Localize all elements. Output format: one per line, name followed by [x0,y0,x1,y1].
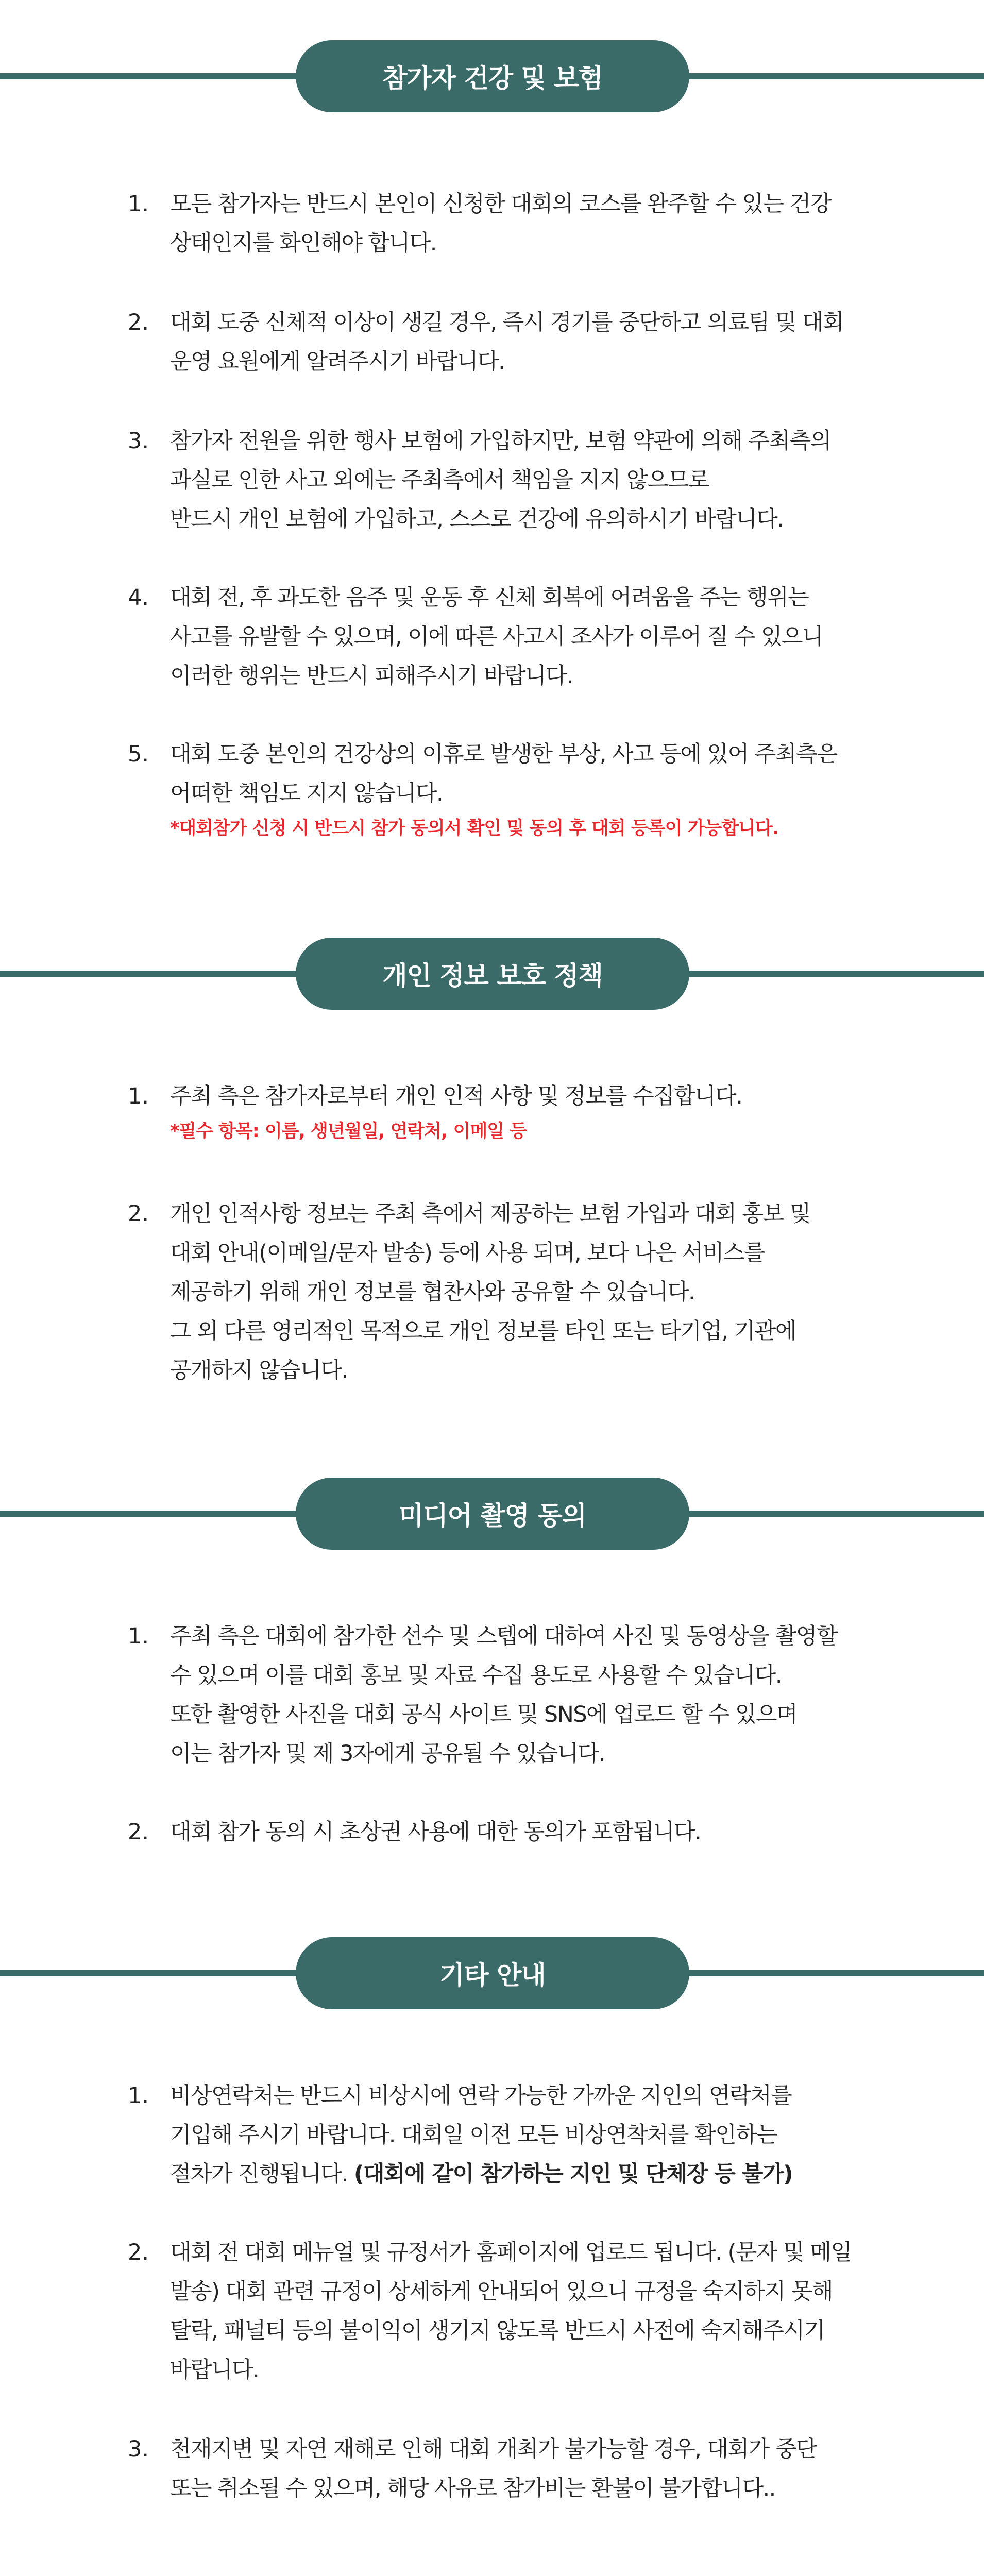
item-text [170,2076,902,2194]
item-number: 1. [128,1623,149,1649]
item-line: 어떠한 책임도 지지 않습니다. [170,781,443,806]
item-text [170,1194,902,1390]
item-text [170,735,902,844]
item-line: 대회 전 대회 메뉴얼 및 규정서가 홈페이지에 업로드 됩니다. (문자 및 메일 [170,2240,852,2265]
item-line-text: 절차가 진행됩니다. [170,2161,348,2187]
item-number: 1. [128,2083,149,2109]
section-title: 참가자 건강 및 보험 [296,40,689,112]
item-line: 제공하기 위해 개인 정보를 협찬사와 공유할 수 있습니다. [170,1279,695,1305]
item-number: 1. [128,191,149,217]
item-line: 대회 도중 본인의 건강상의 이휴로 발생한 부상, 사고 등에 있어 주최측은 [170,741,837,767]
section-header-media [0,1478,984,1550]
item-number: 2. [128,2240,149,2265]
item-text [170,303,902,381]
item-line: 대회 전, 후 과도한 음주 및 운동 후 신체 회복에 어려움을 주는 행위는 [170,585,809,611]
item-line: 개인 인적사항 정보는 주최 측에서 제공하는 보험 가입과 대회 홍보 및 [170,1201,810,1227]
section-header-other [0,1937,984,2009]
item-number: 2. [128,1201,149,1227]
section-header-health [0,40,984,112]
item-number: 2. [128,1819,149,1845]
item-line: 바랍니다. [170,2357,259,2383]
section-title: 개인 정보 보호 정책 [296,938,689,1010]
item-text [170,2233,902,2389]
item-line: 천재지변 및 자연 재해로 인해 대회 개최가 불가능할 경우, 대회가 중단 [170,2436,817,2462]
section-header-privacy [0,938,984,1010]
item-line: 탈락, 패널티 등의 불이익이 생기지 않도록 반드시 사전에 숙지해주시기 [170,2318,825,2344]
section-title: 기타 안내 [296,1937,689,2009]
item-line: 모든 참가자는 반드시 본인이 신청한 대회의 코스를 완주할 수 있는 건강 [170,191,831,217]
item-line: 이는 참가자 및 제 3자에게 공유될 수 있습니다. [170,1741,605,1767]
item-line: 그 외 다른 영리적인 목적으로 개인 정보를 타인 또는 타기업, 기관에 [170,1318,796,1344]
section-title: 미디어 촬영 동의 [296,1478,689,1550]
item-line: 대회 참가 동의 시 초상권 사용에 대한 동의가 포함됩니다. [170,1819,701,1845]
item-line: 수 있으며 이를 대회 홍보 및 자료 수집 용도로 사용할 수 있습니다. [170,1663,782,1688]
item-number: 1. [128,1083,149,1109]
item-line: 주최 측은 참가자로부터 개인 인적 사항 및 정보를 수집합니다. [170,1083,742,1109]
item-text [170,1617,902,1773]
item-line: 상태인지를 화인해야 합니다. [170,230,436,256]
item-line: 반드시 개인 보험에 가입하고, 스스로 건강에 유의하시기 바랍니다. [170,506,784,532]
item-number: 5. [128,741,149,767]
item-text [170,421,902,539]
item-line: 대회 도중 신체적 이상이 생길 경우, 즉시 경기를 중단하고 의료팀 및 대회 [170,310,844,335]
bold-emphasis: (대회에 같이 참가하는 지인 및 단체장 등 불가) [353,2161,793,2187]
item-line: 사고를 유발할 수 있으며, 이에 따른 사고시 조사가 이루어 질 수 있으니 [170,624,823,650]
item-line: 대회 안내(이메일/문자 발송) 등에 사용 되며, 보다 나은 서비스를 [170,1240,765,1266]
item-number: 3. [128,428,149,454]
required-note: *대회참가 신청 시 반드시 참가 동의서 확인 및 동의 후 대회 등록이 가능합니다. [170,818,778,839]
item-line: 또한 촬영한 사진을 대회 공식 사이트 및 SNS에 업로드 할 수 있으며 [170,1702,798,1727]
item-line: 발송) 대회 관련 규정이 상세하게 안내되어 있으니 규정을 숙지하지 못해 [170,2279,833,2304]
item-line: 운영 요원에게 알려주시기 바랍니다. [170,349,505,375]
item-text [170,1812,902,1852]
item-number: 2. [128,310,149,335]
item-text [170,2430,902,2508]
item-text [170,578,902,696]
item-line: 또는 취소될 수 있으며, 해당 사유로 참가비는 환불이 불가합니다.. [170,2476,775,2501]
item-line: 기입해 주시기 바랍니다. 대회일 이전 모든 비상연착처를 확인하는 [170,2122,777,2148]
item-line [170,2155,902,2194]
item-number: 3. [128,2436,149,2462]
item-line: 참가자 전원을 위한 행사 보험에 가입하지만, 보험 약관에 의해 주최측의 [170,428,831,454]
item-number: 4. [128,585,149,611]
item-text [170,1077,902,1147]
item-line: 비상연락처는 반드시 비상시에 연락 가능한 가까운 지인의 연락처를 [170,2083,792,2109]
item-line: 주최 측은 대회에 참가한 선수 및 스텝에 대하여 사진 및 동영상을 촬영할 [170,1623,837,1649]
item-line: 이러한 행위는 반드시 피해주시기 바랍니다. [170,663,573,689]
item-text [170,184,902,263]
item-line: 과실로 인한 사고 외에는 주최측에서 책임을 지지 않으므로 [170,467,709,493]
item-line: 공개하지 않습니다. [170,1358,348,1383]
required-note: *필수 항목: 이름, 생년월일, 연락처, 이메일 등 [170,1121,527,1142]
